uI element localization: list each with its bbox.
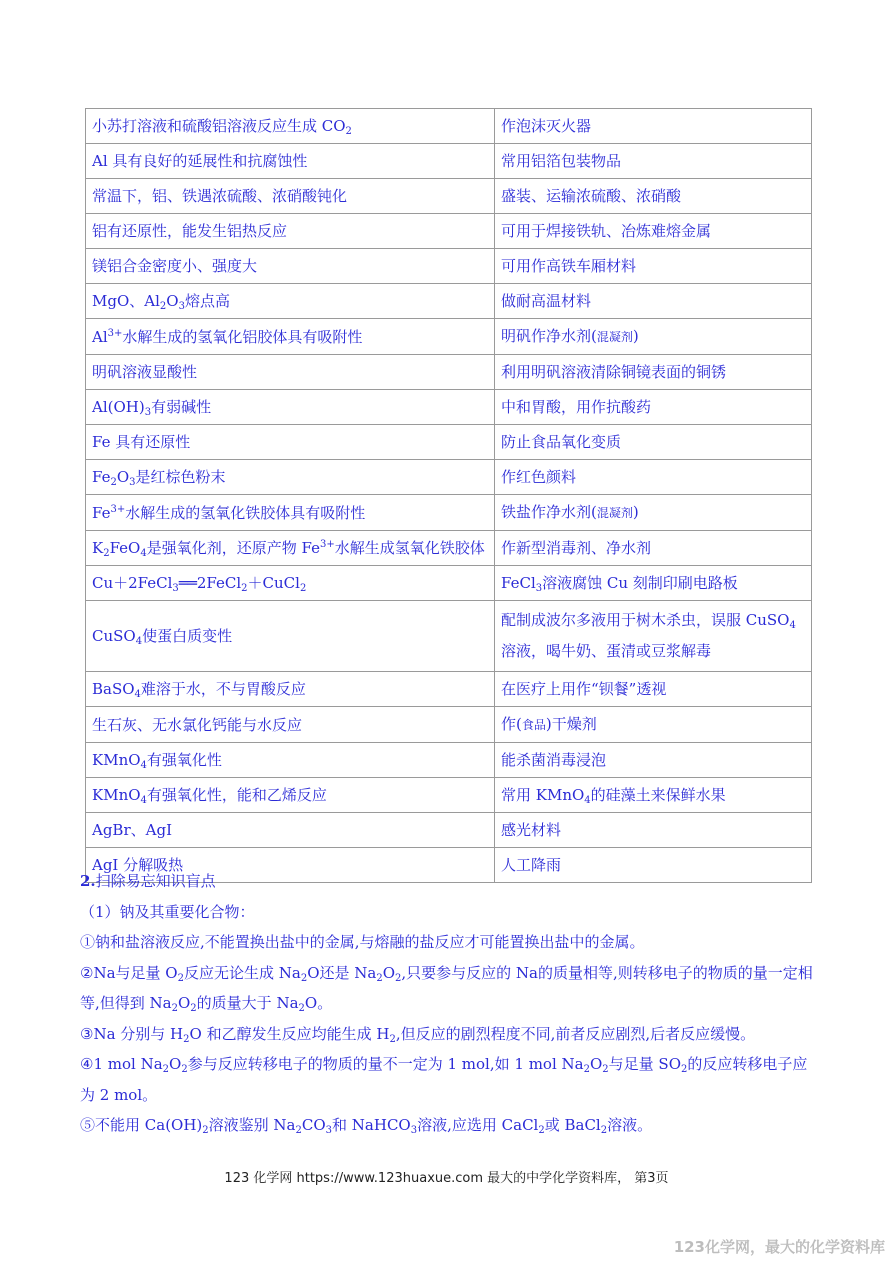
table-row [86, 495, 812, 531]
use-cell: 明矾作净水剂(混凝剂) [495, 319, 812, 355]
section-heading [80, 866, 816, 897]
use-cell: 可用作高铁车厢材料 [495, 249, 812, 284]
property-cell: KMnO$_4$有强氧化性 [86, 743, 495, 778]
table-row [86, 460, 812, 495]
use-cell: 做耐高温材料 [495, 284, 812, 319]
use-cell: 可用于焊接铁轨、冶炼难熔金属 [495, 214, 812, 249]
property-cell: $Al(OH)_3$有弱碱性 [86, 390, 495, 425]
table-row [86, 249, 812, 284]
table-row [86, 425, 812, 460]
property-cell: CuSO$_4$使蛋白质变性 [86, 601, 495, 672]
table-row [86, 284, 812, 319]
property-cell: $Al^{3+}$水解生成的氢氧化铝胶体具有吸附性 [86, 319, 495, 355]
table-row [86, 531, 812, 566]
property-cell: $K_2FeO_4$是强氧化剂，还原产物 $Fe^{3+}$水解生成氢氧化铁胶体 [86, 531, 495, 566]
use-cell: 能杀菌消毒浸泡 [495, 743, 812, 778]
heading-text: 扫除易忘知识盲点 [95, 872, 216, 890]
property-cell: BaSO$_4$难溶于水，不与胃酸反应 [86, 672, 495, 707]
table-row [86, 566, 812, 601]
knowledge-point: ②Na与足量 $O_2$反应无论生成 $Na_2O$还是 $Na_2O_2$,只要参与反应的 Na的质量相等,则转移电子的物质的量一定相等,但得到 $Na_2O_2$的质量大于 $Na_2O$。 [80, 963, 813, 1014]
table-row [86, 813, 812, 848]
use-cell: 作红色颜料 [495, 460, 812, 495]
use-cell: 人工降雨 [495, 848, 812, 883]
property-cell: Cu＋2FeCl$_3$══2FeCl$_2$＋CuCl$_2$ [86, 566, 495, 601]
use-cell: 防止食品氧化变质 [495, 425, 812, 460]
use-cell: 在医疗上用作“钡餐”透视 [495, 672, 812, 707]
table-body [86, 109, 812, 883]
property-cell: 铝有还原性，能发生铝热反应 [86, 214, 495, 249]
table-row [86, 390, 812, 425]
property-cell: $Fe^{3+}$水解生成的氢氧化铁胶体具有吸附性 [86, 495, 495, 531]
table-row [86, 672, 812, 707]
use-cell: 利用明矾溶液清除铜镜表面的铜锈 [495, 355, 812, 390]
property-cell: AgI 分解吸热 [86, 848, 495, 883]
table-row [86, 144, 812, 179]
property-cell: MgO、$Al_2O_3$熔点高 [86, 284, 495, 319]
use-cell: 作泡沫灭火器 [495, 109, 812, 144]
use-cell: 中和胃酸，用作抗酸药 [495, 390, 812, 425]
property-cell: 生石灰、无水氯化钙能与水反应 [86, 707, 495, 743]
property-cell: Al 具有良好的延展性和抗腐蚀性 [86, 144, 495, 179]
table-row [86, 355, 812, 390]
section-subheading: （1）钠及其重要化合物： [80, 902, 255, 921]
use-cell: 配制成波尔多液用于树木杀虫，误服 CuSO$_4$溶液，喝牛奶、蛋清或豆浆解毒 [495, 601, 812, 672]
property-cell: 明矾溶液显酸性 [86, 355, 495, 390]
page-footer: 123 化学网 https://www.123huaxue.com 最大的中学化学资料库， 第3页 [224, 1171, 669, 1186]
table-row [86, 778, 812, 813]
knowledge-point: ①钠和盐溶液反应,不能置换出盐中的金属,与熔融的盐反应才可能置换出盐中的金属。 [80, 933, 645, 951]
table-row [86, 743, 812, 778]
site-watermark: 123化学网，最大的化学资料库 [673, 1238, 885, 1256]
table-row [86, 319, 812, 355]
use-cell: 铁盐作净水剂(混凝剂) [495, 495, 812, 531]
property-cell: 镁铝合金密度小、强度大 [86, 249, 495, 284]
use-cell: 作(食品)干燥剂 [495, 707, 812, 743]
table-row [86, 109, 812, 144]
property-cell: KMnO$_4$有强氧化性，能和乙烯反应 [86, 778, 495, 813]
points-list [80, 927, 816, 1141]
knowledge-point: ⑤不能用 $Ca(OH)_2$溶液鉴别 $Na_2CO_3$和 NaHCO$_3$溶液,应选用 CaCl$_2$或 BaCl$_2$溶液。 [80, 1116, 653, 1136]
use-cell: 盛装、运输浓硫酸、浓硝酸 [495, 179, 812, 214]
table-row [86, 601, 812, 672]
knowledge-point: ④1 mol $Na_2O_2$参与反应转移电子的物质的量不一定为 1 mol,如 1 mol $Na_2O_2$与足量 $SO_2$的反应转移电子应为 2 mol。 [80, 1055, 808, 1104]
property-cell: Fe 具有还原性 [86, 425, 495, 460]
table-row [86, 214, 812, 249]
knowledge-section [80, 866, 816, 1141]
table-row [86, 707, 812, 743]
property-cell: 常温下，铝、铁遇浓硫酸、浓硝酸钝化 [86, 179, 495, 214]
use-cell: 感光材料 [495, 813, 812, 848]
table-row [86, 179, 812, 214]
use-cell: FeCl$_3$溶液腐蚀 Cu 刻制印刷电路板 [495, 566, 812, 601]
use-cell: 常用 KMnO$_4$的硅藻土来保鲜水果 [495, 778, 812, 813]
use-cell: 常用铝箔包装物品 [495, 144, 812, 179]
property-cell: $Fe_2O_3$是红棕色粉末 [86, 460, 495, 495]
knowledge-point: ③Na 分别与 $H_2O$ 和乙醇发生反应均能生成 $H_2$,但反应的剧烈程度不同,前者反应剧烈,后者反应缓慢。 [80, 1024, 756, 1045]
property-use-table [85, 108, 812, 883]
use-cell: 作新型消毒剂、净水剂 [495, 531, 812, 566]
heading-number: 2. [80, 872, 96, 890]
property-cell: 小苏打溶液和硫酸铝溶液反应生成 $CO_2$ [86, 109, 495, 144]
property-cell: AgBr、AgI [86, 813, 495, 848]
